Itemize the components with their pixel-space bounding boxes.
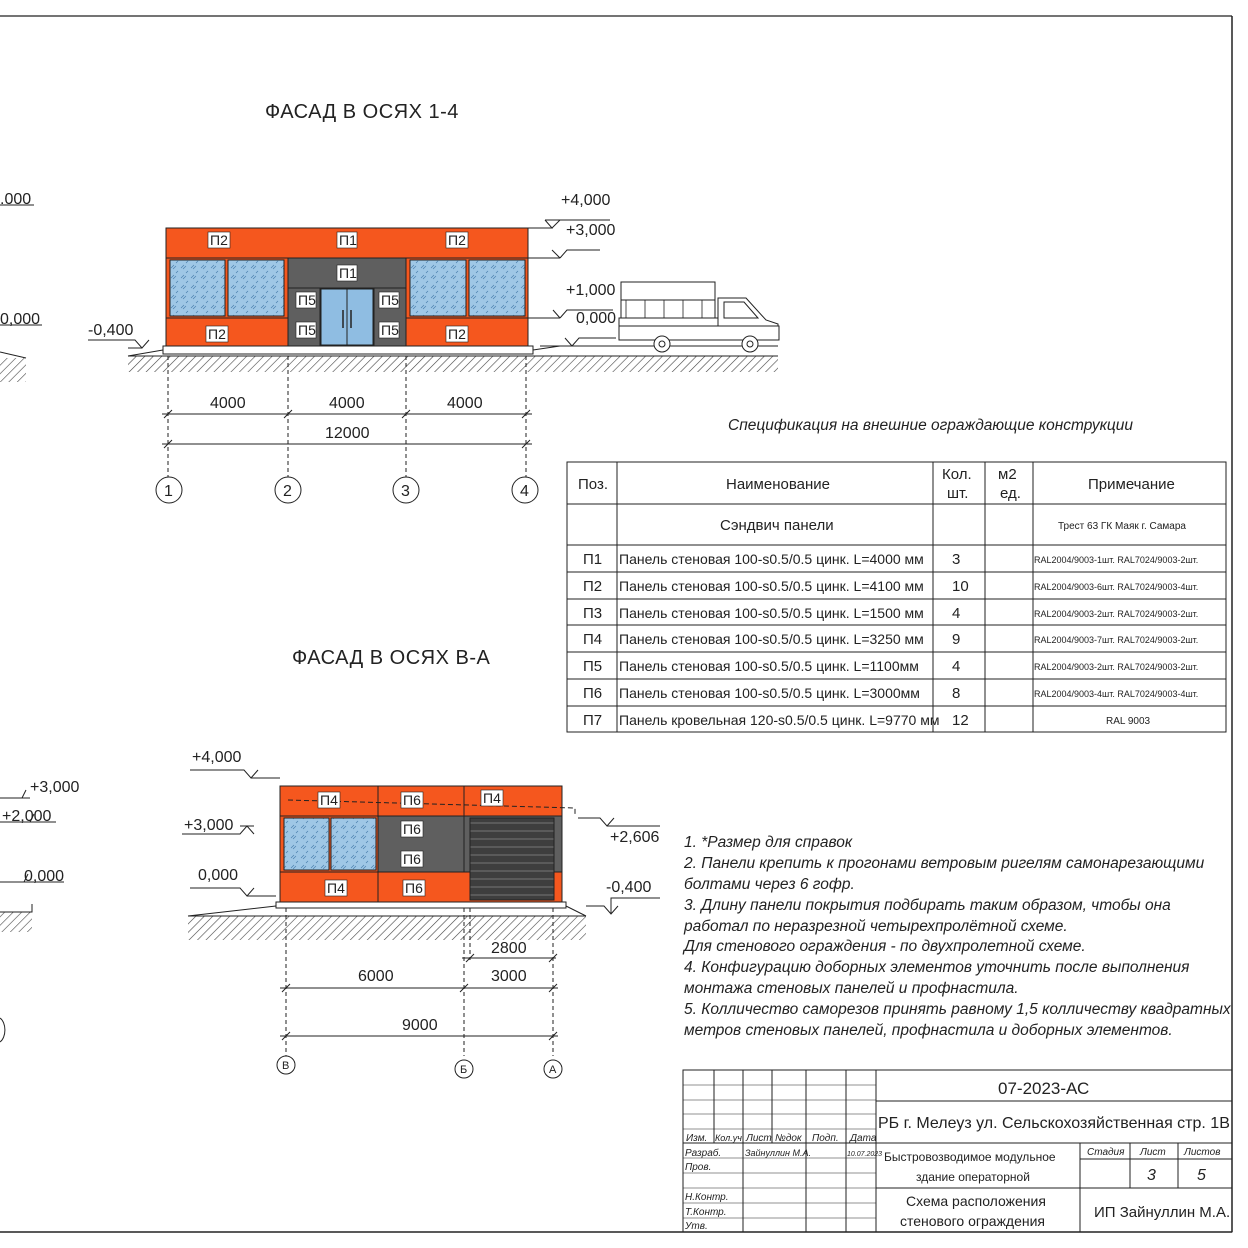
facade-1-title: ФАСАД В ОСЯХ 1-4 (265, 101, 459, 123)
spec-header-m2-unit: ед. (1000, 485, 1021, 502)
spec-cell-name: Панель стеновая 100-s0.5/0.5 цинк. L=3250 мм (619, 631, 924, 647)
stamp-building-1: Быстровозводимое модульное (884, 1150, 1056, 1164)
stamp-col-list: Лист (746, 1133, 772, 1144)
axis-label: В (282, 1060, 290, 1072)
stamp-row-nkontr: Н.Контр. (685, 1192, 729, 1203)
spec-cell-note: RAL2004/9003-2шт. RAL7024/9003-2шт. (1034, 662, 1199, 672)
level-label: +2,606 (610, 829, 660, 846)
sheet-frame (0, 16, 1232, 1232)
level-label: +1,000 (566, 282, 616, 299)
spec-cell-note: RAL2004/9003-6шт. RAL7024/9003-4шт. (1034, 582, 1199, 592)
stamp-lists-header: Листов (1184, 1147, 1221, 1158)
facade-2-dim-labels (358, 940, 527, 1034)
garage-gate (470, 818, 554, 900)
window (469, 260, 525, 316)
facade-1-4 (88, 101, 779, 503)
note-line: болтами через 6 гофр. (684, 876, 855, 893)
panel-label: П5 (381, 322, 399, 338)
spec-cell-note: RAL2004/9003-4шт. RAL7024/9003-4шт. (1034, 689, 1199, 699)
stamp-author: Зайнуллин М.А. (745, 1148, 811, 1158)
level-label: +2,000 (2, 808, 52, 825)
left-edge-fragment (0, 205, 64, 1042)
level-label: 0,000 (198, 867, 239, 884)
dim-label: 12000 (325, 425, 370, 442)
stamp-building-2: здание операторной (916, 1170, 1030, 1184)
spec-cell-note: RAL2004/9003-7шт. RAL7024/9003-2шт. (1034, 635, 1199, 645)
level-label: +3,000 (30, 779, 80, 796)
spec-header-note: Примечание (1088, 476, 1175, 493)
panel-label: П6 (403, 851, 421, 867)
note-line: работал по неразрезной четырехпролётной схеме. (684, 918, 1068, 935)
stamp-col-data: Дата (850, 1133, 877, 1144)
spec-cell-qty: 8 (952, 685, 961, 702)
note-line: Для стенового ограждения - по двухпролетной схеме. (684, 938, 1086, 955)
level-label: .000 (0, 191, 32, 208)
axis-label: 4 (520, 483, 529, 500)
window (170, 260, 225, 316)
stamp-address: РБ г. Мелеуз ул. Сельскохозяйственная стр. 1В (878, 1115, 1230, 1132)
stamp-row-utv: Утв. (685, 1221, 708, 1232)
axis-label: 2 (283, 483, 292, 500)
stamp-row-prov: Пров. (685, 1162, 712, 1173)
facade-2-axes (277, 1056, 562, 1078)
spec-cell-pos: П3 (583, 605, 603, 622)
spec-cell-pos: П1 (583, 551, 603, 568)
dim-label: 4000 (447, 395, 483, 412)
spec-cell-name: Панель кровельная 120-s0.5/0.5 цинк. L=9770 мм (619, 712, 940, 728)
facade-1-axes (156, 477, 538, 503)
panel-label: П2 (208, 326, 226, 342)
note-line: 2. Панели крепить к прогонами ветровым ригелям самонарезающими (684, 855, 1205, 872)
spec-title: Спецификация на внешние ограждающие конструкции (728, 417, 1134, 434)
spec-cell-note: RAL2004/9003-1шт. RAL7024/9003-2шт. (1034, 555, 1199, 565)
level-label: +3,000 (184, 817, 234, 834)
window (228, 260, 284, 316)
spec-cell-qty: 4 (952, 658, 961, 675)
axis-label: 1 (164, 483, 173, 500)
spec-cell-note: RAL 9003 (1106, 716, 1151, 727)
stamp-sheet-1: Схема расположения (906, 1193, 1046, 1209)
stamp-col-kol: Кол.уч (715, 1133, 742, 1143)
level-label: 0,000 (0, 311, 41, 328)
spec-cell-name: Панель стеновая 100-s0.5/0.5 цинк. L=1100мм (619, 658, 919, 674)
axis-label: 3 (401, 483, 410, 500)
spec-cell-name: Панель стеновая 100-s0.5/0.5 цинк. L=4100 мм (619, 578, 924, 594)
panel-label: П5 (381, 292, 399, 308)
left-edge-labels (0, 191, 79, 885)
note-line: 1. *Размер для справок (684, 834, 853, 851)
stamp-row-tkontr: Т.Контр. (685, 1207, 727, 1218)
spec-rows (583, 551, 1198, 729)
dim-label: 2800 (491, 940, 527, 957)
panel-label: П2 (210, 232, 228, 248)
spec-cell-pos: П7 (583, 712, 603, 729)
dim-label: 4000 (210, 395, 246, 412)
panel-label: П4 (320, 792, 338, 808)
spec-header-qty-unit: шт. (947, 485, 969, 502)
stamp-lists: 5 (1197, 1167, 1206, 1184)
facade-2-title: ФАСАД В ОСЯХ В-А (292, 647, 491, 669)
panel-label: П1 (339, 265, 357, 281)
window (331, 818, 376, 870)
spec-cell-name: Панель стеновая 100-s0.5/0.5 цинк. L=3000мм (619, 685, 920, 701)
panel-label: П2 (448, 326, 466, 342)
spec-cell-pos: П4 (583, 631, 603, 648)
dim-label: 3000 (491, 968, 527, 985)
facade-1-building (163, 228, 533, 354)
title-block (683, 1070, 1232, 1232)
note-line: 5. Колличество саморезов принять равному 1,5 колличеству квадратных (684, 1001, 1231, 1018)
spec-cell-qty: 3 (952, 551, 961, 568)
facade-1-dim-labels (210, 395, 483, 442)
spec-cell-qty: 9 (952, 631, 961, 648)
stamp-stage-header: Стадия (1087, 1147, 1125, 1158)
note-line: 3. Длину панели покрытия подбирать таким образом, чтобы она (684, 897, 1171, 914)
stamp-list-header: Лист (1140, 1147, 1166, 1158)
spec-cell-qty: 12 (952, 712, 969, 729)
axis-label: Б (460, 1064, 468, 1076)
level-label: +3,000 (566, 222, 616, 239)
level-label: 0,000 (24, 868, 65, 885)
spec-header-m2: м2 (998, 466, 1017, 483)
stamp-row-razrab: Разраб. (685, 1148, 722, 1159)
panel-label: П5 (298, 292, 316, 308)
level-label: +4,000 (192, 749, 242, 766)
panel-label: П6 (403, 792, 421, 808)
spec-cell-qty: 10 (952, 578, 969, 595)
panel-label: П2 (448, 232, 466, 248)
stamp-col-ndoc: №док (775, 1133, 802, 1144)
spec-cell-name: Панель стеновая 100-s0.5/0.5 цинк. L=4000 мм (619, 551, 924, 567)
general-notes (682, 834, 1232, 1039)
spec-cell-pos: П2 (583, 578, 603, 595)
facade-2-ground (188, 906, 586, 940)
dim-label: 9000 (402, 1017, 438, 1034)
facade-2-building (276, 786, 575, 908)
panel-label: П4 (327, 880, 345, 896)
level-label: -0,400 (88, 322, 134, 339)
stamp-col-izm: Изм. (686, 1133, 708, 1144)
spec-cell-pos: П5 (583, 658, 603, 675)
truck-icon (619, 282, 779, 352)
stamp-list: 3 (1147, 1167, 1156, 1184)
spec-group-name: Сэндвич панели (720, 517, 834, 534)
spec-cell-name: Панель стеновая 100-s0.5/0.5 цинк. L=1500 мм (619, 605, 924, 621)
stamp-code: 07-2023-АС (998, 1079, 1090, 1098)
panel-label: П6 (405, 880, 423, 896)
level-label: -0,400 (606, 879, 652, 896)
stamp-sheet-2: стенового ограждения (900, 1213, 1046, 1229)
window (410, 260, 466, 316)
stamp-col-podp: Подп. (812, 1133, 839, 1144)
note-line: монтажа стеновых панелей и профнастила. (684, 980, 1019, 997)
stamp-date: 10.07.2023 (847, 1151, 883, 1158)
facade-1-dimensions (162, 356, 532, 478)
panel-label: П1 (339, 232, 357, 248)
spec-cell-note: RAL2004/9003-2шт. RAL7024/9003-2шт. (1034, 609, 1199, 619)
spec-header-name: Наименование (726, 476, 830, 493)
panel-label: П6 (403, 821, 421, 837)
dim-label: 4000 (329, 395, 365, 412)
dim-label: 6000 (358, 968, 394, 985)
window (284, 818, 329, 870)
spec-table (567, 417, 1226, 732)
spec-cell-pos: П6 (583, 685, 603, 702)
panel-label: П5 (298, 322, 316, 338)
level-label: 0,000 (576, 310, 617, 327)
note-line: метров стеновых панелей, профнастила и доборных элементов. (684, 1022, 1173, 1039)
spec-header-pos: Поз. (578, 476, 608, 493)
axis-label: А (549, 1064, 557, 1076)
stamp-company: ИП Зайнуллин М.А. (1094, 1204, 1231, 1221)
note-line: 4. Конфигурацию доборных элементов уточнить после выполнения (684, 959, 1190, 976)
spec-group-note: Трест 63 ГК Маяк г. Самара (1058, 521, 1186, 532)
spec-cell-qty: 4 (952, 605, 961, 622)
spec-header-qty: Кол. (942, 466, 972, 483)
panel-label: П4 (483, 790, 501, 806)
level-label: +4,000 (561, 192, 611, 209)
